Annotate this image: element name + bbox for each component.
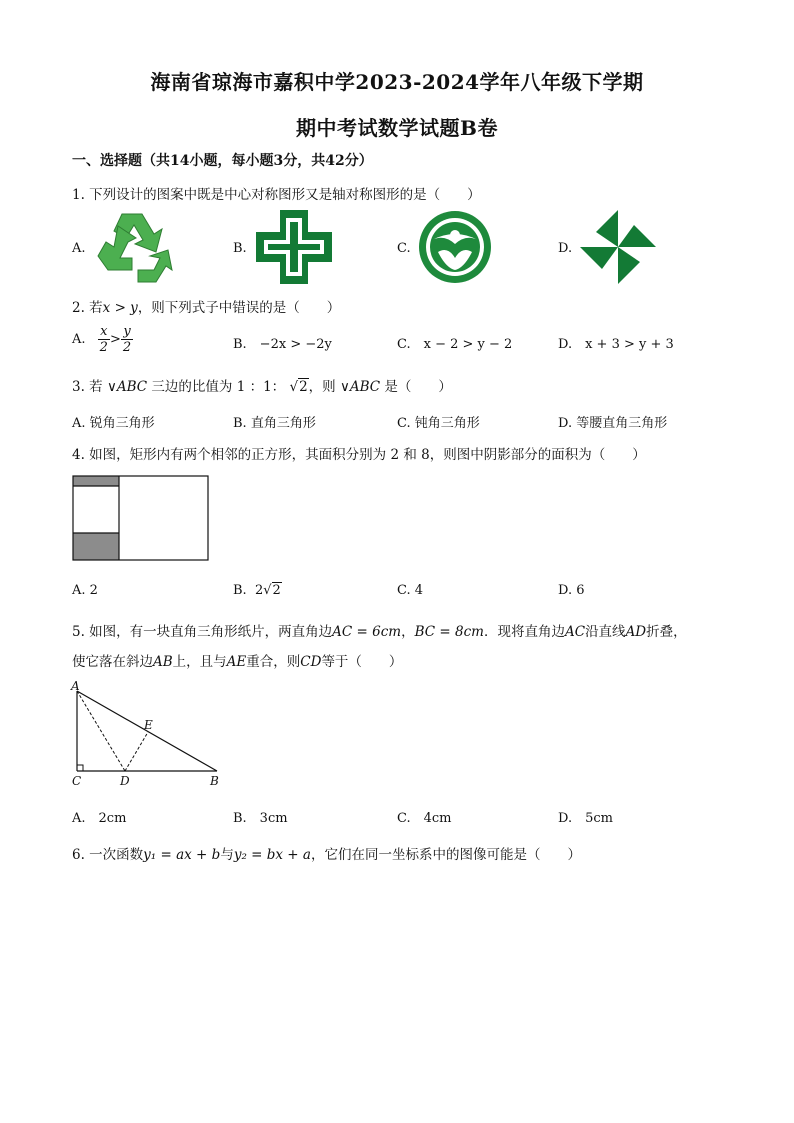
q5-ad: AD	[625, 624, 647, 640]
q5-ab: AB	[153, 654, 173, 670]
q4-option-b-sqrt: √2	[263, 583, 281, 598]
q2-frac-x-over-2	[98, 324, 110, 355]
q2-stem-pre: 2. 若	[72, 300, 103, 316]
q2-option-a	[72, 324, 133, 355]
q4-option-c: C. 4	[397, 583, 424, 598]
q5-text: 5. 如图，有一块直角三角形纸片，两直角边	[72, 624, 333, 640]
q3-option-b: B. 直角三角形	[233, 416, 316, 431]
q3-comma: ，则	[308, 379, 336, 395]
q3-option-a: A. 锐角三角形	[72, 416, 155, 431]
q5-ac-length: AC = 6cm	[332, 624, 402, 640]
q2-greater-sign: >	[109, 332, 121, 347]
frac-denominator: 2	[122, 340, 132, 355]
q5-option-c: C. 4cm	[397, 811, 452, 826]
q5-text: 沿直线	[585, 624, 626, 640]
q2-option-d: D. x + 3 > y + 3	[558, 337, 674, 352]
q5-ac: AC	[564, 624, 586, 640]
q5-bc-length: BC = 8cm	[414, 624, 484, 640]
q5-cd: CD	[300, 654, 322, 670]
q1-option-b-label: B.	[233, 241, 247, 256]
question-3-stem	[72, 375, 452, 395]
q3-ratio-text: 三边的比值为 1 ：1：	[151, 379, 286, 395]
q5-separator: ，	[401, 624, 415, 640]
q5-option-d: D. 5cm	[558, 811, 613, 826]
q5-text: 等于（ ）	[321, 654, 403, 670]
segment-de	[125, 732, 148, 771]
q1-option-d-label: D.	[558, 241, 573, 256]
green-cross-icon	[253, 207, 335, 287]
question-6-stem	[72, 843, 581, 863]
sqrt-radicand: 2	[299, 379, 308, 395]
q3-option-c: C. 钝角三角形	[397, 416, 480, 431]
q4-option-b-coef: 2	[254, 583, 264, 598]
q3-stem-post: 是（ ）	[384, 379, 452, 395]
question-4-stem: 4. 如图，矩形内有两个相邻的正方形，其面积分别为 2 和 8，则图中阴影部分的面积为（ ）	[72, 447, 646, 463]
frac-numerator: x	[98, 324, 110, 340]
q5-text: 上，且与	[172, 654, 227, 670]
fold-line-ad	[77, 691, 125, 771]
exam-title-line1: 海南省琼海市嘉积中学2023-2024学年八年级下学期	[150, 70, 644, 94]
exam-title-line2: 期中考试数学试题B卷	[296, 116, 498, 140]
q6-text: 与	[220, 847, 234, 863]
q2-option-b: B. −2x > −2y	[233, 337, 332, 352]
q5-ae: AE	[226, 654, 247, 670]
q3-option-d: D. 等腰直角三角形	[558, 416, 668, 431]
point-c-label: C	[72, 774, 82, 788]
q5-option-b: B. 3cm	[233, 811, 288, 826]
q2-option-c: C. x − 2 > y − 2	[397, 337, 513, 352]
q3-triangle-abc: ∨ABC	[106, 379, 148, 395]
green-food-logo-icon	[418, 210, 492, 284]
q5-text: 重合，则	[246, 654, 301, 670]
point-e-label: E	[144, 718, 153, 732]
question-1-stem: 1. 下列设计的图案中既是中心对称图形又是轴对称图形的是（ ）	[72, 187, 481, 203]
point-b-label: B	[210, 774, 219, 788]
question-2-stem	[72, 296, 340, 316]
question-5-line1	[72, 620, 687, 640]
sqrt-radicand: 2	[272, 583, 281, 598]
q6-function-y1: y₁ = ax + b	[143, 847, 221, 863]
recycle-arrows-icon	[92, 208, 176, 286]
q3-stem-pre: 3. 若	[72, 379, 103, 395]
q3-sqrt-2: √2	[289, 379, 308, 395]
q4-option-b	[233, 583, 282, 598]
q4-option-b-label: B.	[233, 583, 247, 598]
q6-text: ，它们在同一坐标系中的图像可能是（ ）	[310, 847, 581, 863]
q2-option-a-label: A.	[72, 332, 86, 347]
q5-text: 折叠，	[646, 624, 687, 640]
q6-text: 6. 一次函数	[72, 847, 144, 863]
q5-text: 使它落在斜边	[72, 654, 153, 670]
q6-function-y2: y₂ = bx + a	[233, 847, 311, 863]
q2-frac-y-over-2	[121, 324, 133, 355]
q3-triangle-abc-2: ∨ABC	[339, 379, 381, 395]
q5-option-a: A. 2cm	[72, 811, 127, 826]
question-5-line2	[72, 650, 402, 670]
section-heading: 一、选择题（共14小题，每小题3分，共42分）	[72, 153, 373, 169]
q4-option-a: A. 2	[72, 583, 98, 598]
q1-option-c-label: C.	[397, 241, 411, 256]
frac-denominator: 2	[99, 340, 108, 355]
shaded-region-top	[73, 476, 119, 486]
q1-option-a-label: A.	[72, 241, 86, 256]
q2-stem-post: ，则下列式子中错误的是（ ）	[137, 300, 341, 316]
frac-numerator: y	[121, 324, 133, 340]
right-triangle-fold-diagram	[66, 679, 226, 790]
rectangle-squares-diagram	[72, 475, 210, 563]
shaded-region-bottom	[73, 533, 119, 560]
q2-stem-math: x > y	[102, 300, 138, 316]
q4-option-d: D. 6	[558, 583, 585, 598]
point-d-label: D	[120, 774, 130, 788]
point-a-label: A	[71, 679, 80, 693]
pinwheel-icon	[578, 208, 658, 286]
q5-text: ．现将直角边	[483, 624, 565, 640]
right-angle-mark	[77, 765, 83, 771]
